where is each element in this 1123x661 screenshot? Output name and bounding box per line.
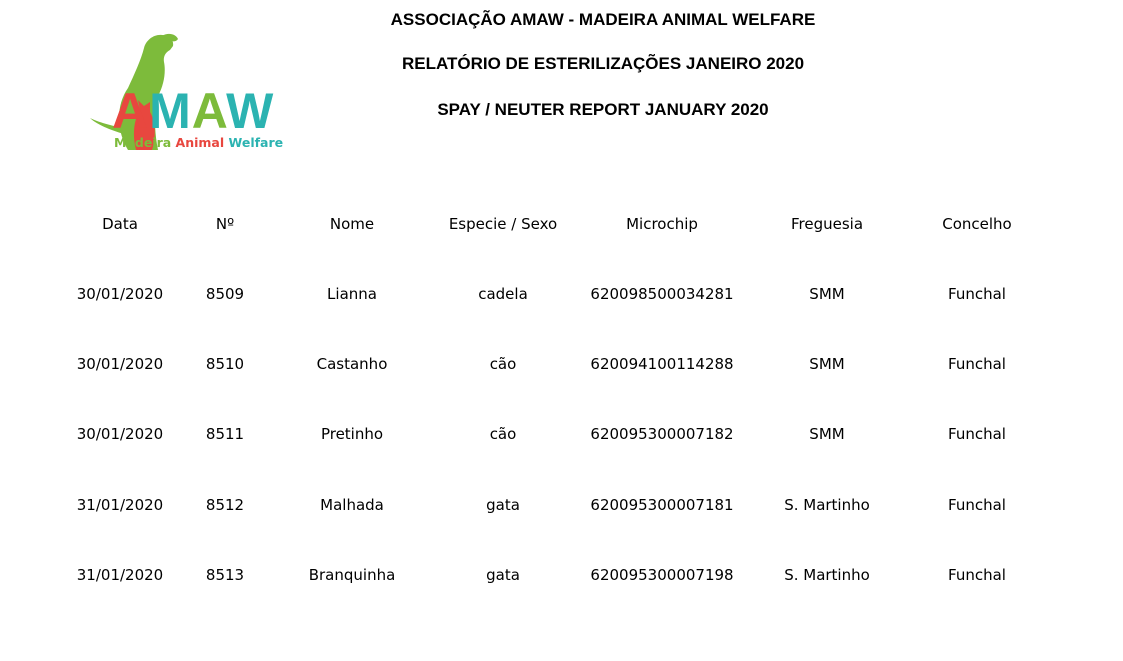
logo-letter-a2: A (191, 83, 227, 139)
table-cell-name: Pretinho (320, 425, 384, 443)
table-cell-microchip: 620098500034281 (590, 285, 734, 303)
table-cell-number: 8511 (205, 425, 245, 443)
table-cell-municipality: Funchal (948, 355, 1006, 373)
table-cell-date: 31/01/2020 (76, 496, 164, 514)
logo-letter-a1: A (112, 83, 150, 139)
logo-letter-w: W (226, 83, 275, 139)
table-cell-parish: SMM (809, 355, 845, 373)
report-title-pt: RELATÓRIO DE ESTERILIZAÇÕES JANEIRO 2020 (401, 54, 805, 73)
table-cell-number: 8509 (205, 285, 245, 303)
table-cell-name: Malhada (320, 496, 384, 514)
table-cell-number: 8512 (205, 496, 245, 514)
table-cell-parish: SMM (809, 285, 845, 303)
table-cell-microchip: 620094100114288 (590, 355, 734, 373)
column-header-species-sex: Especie / Sexo (448, 215, 558, 233)
table-cell-date: 30/01/2020 (76, 355, 164, 373)
table-cell-microchip: 620095300007198 (590, 566, 734, 584)
logo-subtitle-word-1: Madeira (114, 135, 172, 150)
table-cell-species-sex: gata (486, 566, 520, 584)
table-cell-species-sex: cadela (478, 285, 528, 303)
logo-subtitle-word-2: Animal (175, 135, 225, 150)
column-header-parish: Freguesia (790, 215, 864, 233)
table-cell-parish: S. Martinho (784, 566, 870, 584)
table-cell-name: Castanho (316, 355, 388, 373)
table-cell-parish: S. Martinho (784, 496, 870, 514)
table-cell-date: 30/01/2020 (76, 425, 164, 443)
table-cell-parish: SMM (809, 425, 845, 443)
table-cell-species-sex: cão (489, 355, 517, 373)
column-header-municipality: Concelho (942, 215, 1012, 233)
table-cell-number: 8513 (205, 566, 245, 584)
column-header-microchip: Microchip (626, 215, 698, 233)
table-cell-microchip: 620095300007181 (590, 496, 734, 514)
column-header-number: Nº (215, 215, 235, 233)
table-cell-name: Lianna (327, 285, 377, 303)
table-cell-name: Branquinha (308, 566, 396, 584)
table-cell-municipality: Funchal (948, 566, 1006, 584)
table-cell-microchip: 620095300007182 (590, 425, 734, 443)
column-header-name: Nome (329, 215, 375, 233)
table-cell-municipality: Funchal (948, 425, 1006, 443)
table-cell-municipality: Funchal (948, 496, 1006, 514)
table-cell-species-sex: gata (486, 496, 520, 514)
logo-letter-m: M (149, 83, 192, 139)
column-header-date: Data (102, 215, 138, 233)
table-cell-municipality: Funchal (948, 285, 1006, 303)
table-cell-species-sex: cão (489, 425, 517, 443)
logo-subtitle-word-3: Welfare (228, 135, 284, 150)
table-cell-number: 8510 (205, 355, 245, 373)
report-title-en: SPAY / NEUTER REPORT JANUARY 2020 (437, 100, 769, 119)
association-title: ASSOCIAÇÃO AMAW - MADEIRA ANIMAL WELFARE (390, 10, 816, 29)
table-cell-date: 30/01/2020 (76, 285, 164, 303)
table-cell-date: 31/01/2020 (76, 566, 164, 584)
